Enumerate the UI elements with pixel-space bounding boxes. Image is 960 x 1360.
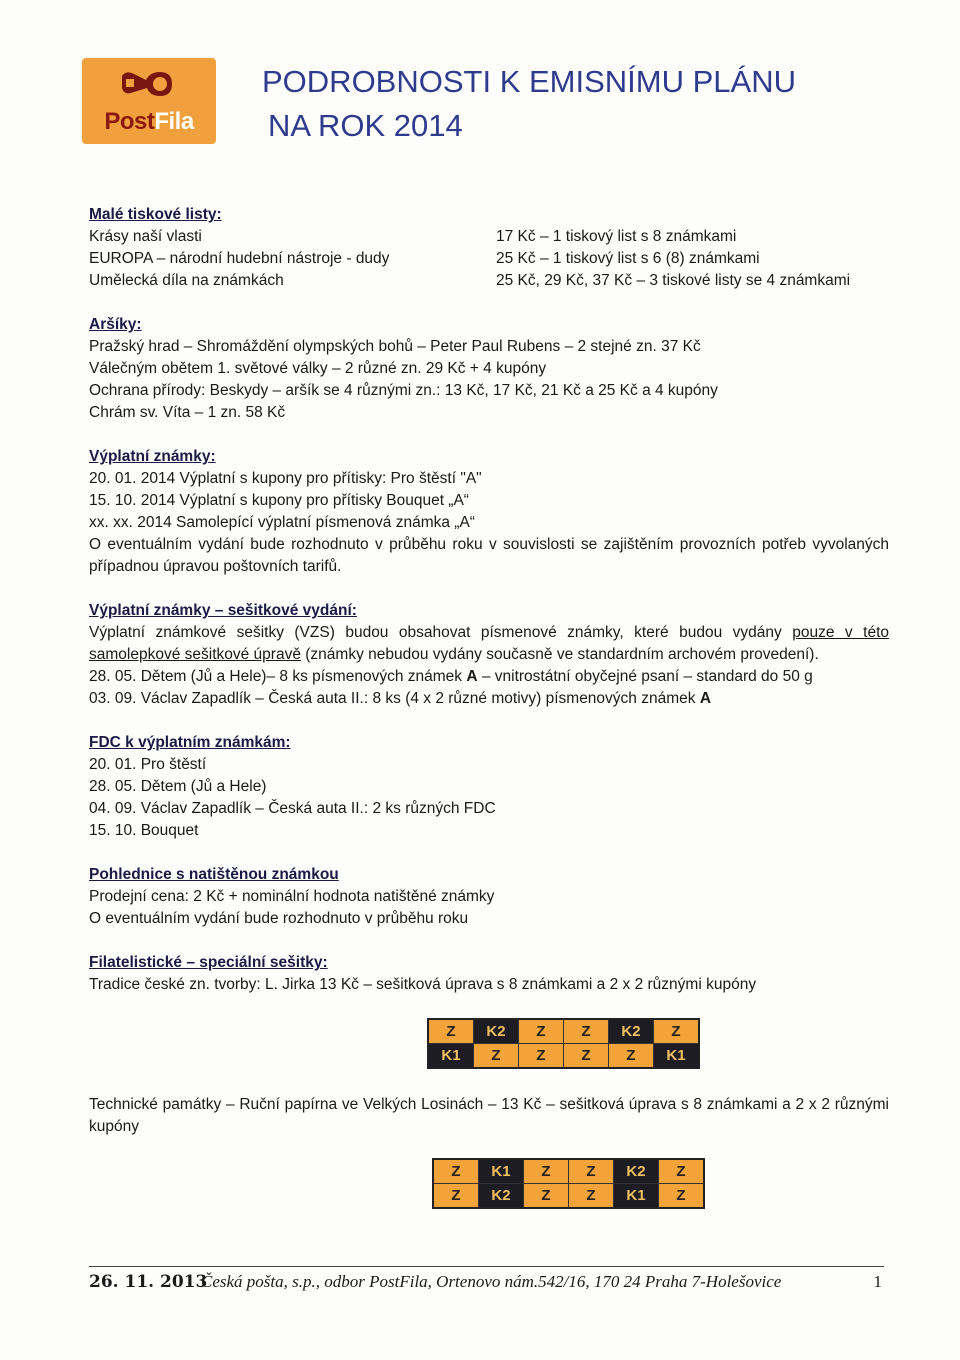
grid-cell: Z — [524, 1184, 569, 1209]
footer-date: 26. 11. 2013 — [89, 1272, 208, 1292]
grid-cell: Z — [524, 1159, 569, 1184]
section-technicke — [89, 1094, 889, 1138]
sesitkove-line2-bold: A — [699, 690, 712, 707]
male-listy-item: Krásy naší vlasti — [89, 228, 202, 245]
section-filatelisticke — [89, 952, 889, 996]
grid-cell: Z — [519, 1019, 564, 1044]
heading-filatelisticke: Filatelistické – speciální sešitky: — [89, 954, 328, 971]
grid-cell: K1 — [428, 1044, 474, 1069]
heading-vyplatni: Výplatní známky: — [89, 448, 216, 465]
page-number: 1 — [873, 1272, 882, 1291]
arsik-item: Ochrana přírody: Beskydy – aršík se 4 různými zn.: 13 Kč, 17 Kč, 21 Kč a 25 Kč a 4 kupóny — [89, 382, 718, 399]
arsik-item: Válečným obětem 1. světové války – 2 různé zn. 29 Kč + 4 kupóny — [89, 360, 547, 377]
footer — [89, 1272, 884, 1296]
grid-cell: Z — [519, 1044, 564, 1069]
male-listy-detail: 25 Kč, 29 Kč, 37 Kč – 3 tiskové listy se 4 známkami — [496, 272, 851, 289]
sesitkove-line2-a: 03. 09. Václav Zapadlík – Česká auta II.: 8 ks (4 x 2 různé motivy) písmenových známek — [89, 690, 700, 707]
booklet-layout-grid-1 — [427, 1018, 700, 1069]
grid-cell: K1 — [479, 1159, 524, 1184]
arsik-item: Pražský hrad – Shromáždění olympských bohů – Peter Paul Rubens – 2 stejné zn. 37 Kč — [89, 338, 701, 355]
grid-cell: Z — [654, 1019, 700, 1044]
fdc-item: 15. 10. Bouquet — [89, 822, 199, 839]
vyplatni-note: O eventuálním vydání bude rozhodnuto v průběhu roku v souvislosti se zajištěním provozních potřeb vyvolaných případnou úpravou poštovních tarifů. — [89, 536, 889, 575]
heading-pohlednice: Pohlednice s natištěnou známkou — [89, 866, 339, 883]
pohlednice-item: O eventuálním vydání bude rozhodnuto v průběhu roku — [89, 910, 469, 927]
section-pohlednice — [89, 864, 889, 930]
grid-cell: Z — [564, 1044, 609, 1069]
fdc-item: 04. 09. Václav Zapadlík – Česká auta II.: 2 ks různých FDC — [89, 800, 496, 817]
grid-cell: Z — [564, 1019, 609, 1044]
pohlednice-item: Prodejní cena: 2 Kč + nominální hodnota natištěné známky — [89, 888, 495, 905]
section-fdc — [89, 732, 889, 842]
footer-organization: Česká pošta, s.p., odbor PostFila, Ortenovo nám.542/16, 170 24 Praha 7-Holešovice — [201, 1272, 782, 1291]
filatelisticke-item-2: Technické památky – Ruční papírna ve Velkých Losinách – 13 Kč – sešitková úprava s 8 známkami a 2 x 2 různými kupóny — [89, 1096, 889, 1135]
sesitkove-text-underlined: pouze v této samolepkové sešitkové úpravě — [89, 624, 889, 663]
grid-cell: K2 — [474, 1019, 519, 1044]
grid-cell: K2 — [609, 1019, 654, 1044]
vyplatni-item: xx. xx. 2014 Samolepící výplatní písmenová známka „A“ — [89, 514, 475, 531]
heading-male-listy: Malé tiskové listy: — [89, 206, 222, 223]
logo-text-fila: Fila — [154, 108, 194, 135]
section-vyplatni — [89, 446, 889, 578]
grid-cell: K1 — [654, 1044, 700, 1069]
sesitkove-text-b: (známky nebudou vydány současně ve standardním archovém provedení). — [300, 646, 819, 663]
sesitkove-line1-bold: A — [466, 668, 478, 685]
male-listy-item: Umělecká díla na známkách — [89, 272, 284, 289]
heading-arsiky: Aršíky: — [89, 316, 142, 333]
title-line-1: PODROBNOSTI K EMISNÍMU PLÁNU — [262, 64, 796, 99]
fdc-item: 20. 01. Pro štěstí — [89, 756, 207, 773]
vyplatni-item: 20. 01. 2014 Výplatní s kupony pro přítisky: Pro štěstí "A" — [89, 470, 482, 487]
sesitkove-line1-a: 28. 05. Dětem (Jů a Hele)– 8 ks písmenových známek — [89, 668, 467, 685]
postfila-logo — [82, 58, 216, 144]
fdc-item: 28. 05. Dětem (Jů a Hele) — [89, 778, 267, 795]
heading-sesitkove: Výplatní známky – sešitkové vydání: — [89, 602, 357, 619]
sesitkove-text — [89, 622, 889, 666]
grid-cell: Z — [659, 1184, 705, 1209]
filatelisticke-item-1: Tradice české zn. tvorby: L. Jirka 13 Kč – sešitková úprava s 8 známkami a 2 x 2 různými kupóny — [89, 976, 757, 993]
grid-cell: Z — [428, 1019, 474, 1044]
section-sesitkove — [89, 600, 889, 710]
logo-text-post: Post — [104, 108, 155, 135]
sesitkove-text-a: Výplatní známkové sešitky (VZS) budou obsahovat písmenové známky, které budou vydány — [89, 624, 793, 641]
grid-cell: K2 — [479, 1184, 524, 1209]
footer-divider — [89, 1266, 884, 1267]
booklet-layout-grid-2 — [432, 1158, 705, 1209]
title-line-2: NA ROK 2014 — [268, 108, 463, 143]
sesitkove-line1-b: – vnitrostátní obyčejné psaní – standard do 50 g — [477, 668, 813, 685]
male-listy-detail: 17 Kč – 1 tiskový list s 8 známkami — [496, 228, 737, 245]
grid-cell: Z — [474, 1044, 519, 1069]
posthorn-icon — [116, 66, 182, 102]
male-listy-item: EUROPA – národní hudební nástroje - dudy — [89, 250, 390, 267]
sesitkove-line — [89, 666, 889, 688]
grid-cell: Z — [569, 1184, 614, 1209]
male-listy-detail: 25 Kč – 1 tiskový list s 6 (8) známkami — [496, 250, 760, 267]
sesitkove-line — [89, 688, 889, 710]
section-arsiky — [89, 314, 889, 424]
heading-fdc: FDC k výplatním známkám: — [89, 734, 291, 751]
logo-text — [82, 108, 216, 136]
vyplatni-item: 15. 10. 2014 Výplatní s kupony pro přítisky Bouquet „A“ — [89, 492, 469, 509]
grid-cell: Z — [569, 1159, 614, 1184]
grid-cell: K1 — [614, 1184, 659, 1209]
arsik-item: Chrám sv. Víta – 1 zn. 58 Kč — [89, 404, 286, 421]
grid-cell: Z — [433, 1159, 479, 1184]
grid-cell: Z — [609, 1044, 654, 1069]
grid-cell: Z — [433, 1184, 479, 1209]
grid-cell: Z — [659, 1159, 705, 1184]
grid-cell: K2 — [614, 1159, 659, 1184]
page-title — [262, 60, 796, 148]
male-listy-details — [496, 226, 850, 292]
